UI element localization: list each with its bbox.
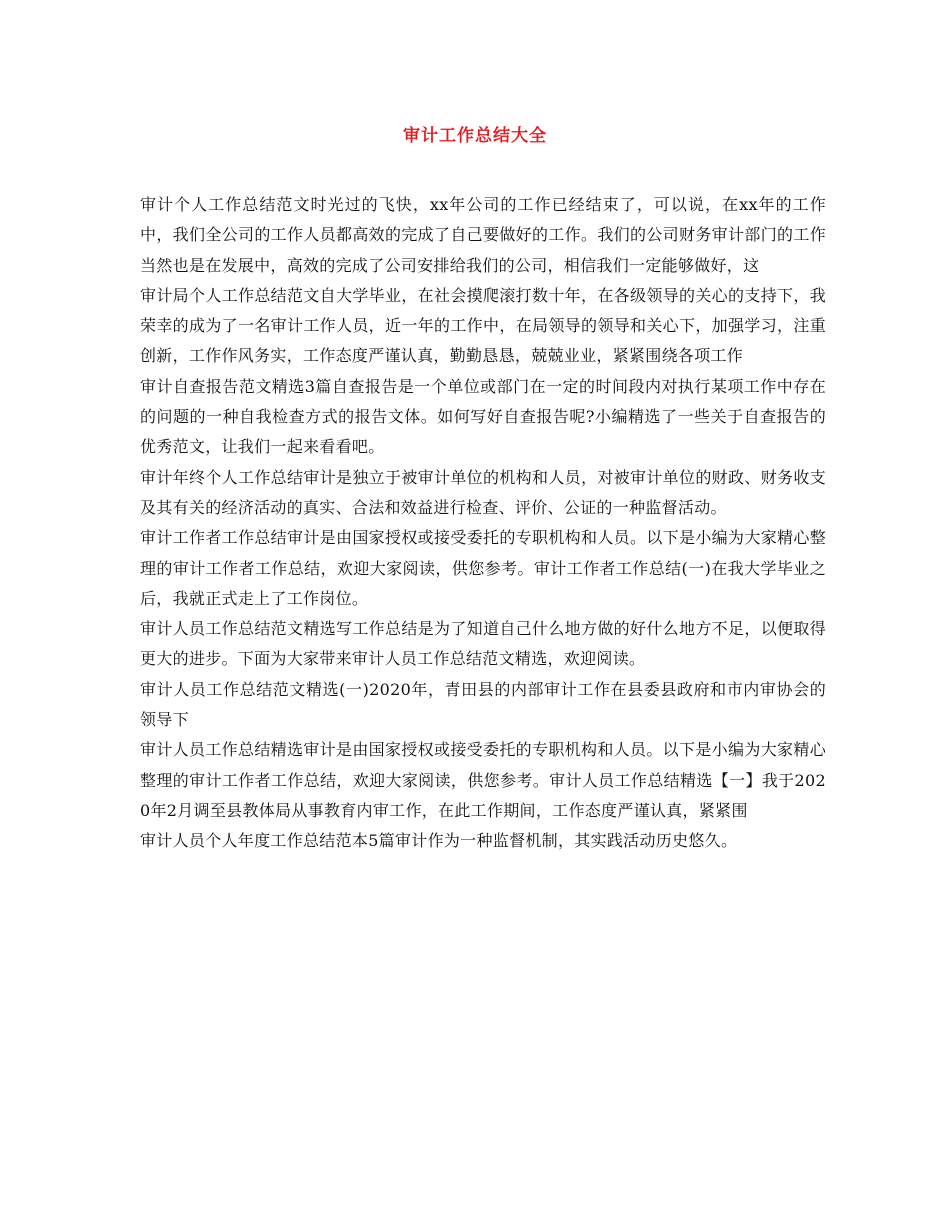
document-body: [140, 190, 826, 857]
paragraph: 审计局个人工作总结范文自大学毕业，在社会摸爬滚打数十年，在各级领导的关心的支持下，我荣幸的成为了一名审计工作人员，近一年的工作中，在局领导的领导和关心下，加强学习，注重创新，工作作风务实，工作态度严谨认真，勤勤恳恳，兢兢业业，紧紧围绕各项工作: [140, 285, 826, 366]
paragraph: 审计个人工作总结范文时光过的飞快，xx年公司的工作已经结束了，可以说，在xx年的工作中，我们全公司的工作人员都高效的完成了自己要做好的工作。我们的公司财务审计部门的工作当然也是在发展中，高效的完成了公司安排给我们的公司，相信我们一定能够做好，这: [140, 195, 826, 275]
paragraph: 审计人员工作总结范文精选写工作总结是为了知道自己什么地方做的好什么地方不足，以便取得更大的进步。下面为大家带来审计人员工作总结范文精选，欢迎阅读。: [140, 619, 826, 669]
paragraph: 审计工作者工作总结审计是由国家授权或接受委托的专职机构和人员。以下是小编为大家精心整理的审计工作者工作总结，欢迎大家阅读，供您参考。审计工作者工作总结(一)在我大学毕业之后，我就正式走上了工作岗位。: [140, 528, 826, 608]
paragraph: 审计人员工作总结范文精选(一)2020年，青田县的内部审计工作在县委县政府和市内审协会的领导下: [140, 679, 826, 730]
paragraph: 审计自查报告范文精选3篇自查报告是一个单位或部门在一定的时间段内对执行某项工作中存在的问题的一种自我检查方式的报告文体。如何写好自查报告呢?小编精选了一些关于自查报告的优秀范文，让我们一起来看看吧。: [140, 376, 826, 457]
paragraph: 审计人员个人年度工作总结范本5篇审计作为一种监督机制，其实践活动历史悠久。: [140, 831, 738, 851]
document-title: 审计工作总结大全: [403, 126, 547, 146]
paragraph: 审计人员工作总结精选审计是由国家授权或接受委托的专职机构和人员。以下是小编为大家精心整理的审计工作者工作总结，欢迎大家阅读，供您参考。审计人员工作总结精选【一】我于2020年2月调至县教体局从事教育内审工作，在此工作期间，工作态度严谨认真，紧紧围: [140, 740, 826, 820]
paragraph: 审计年终个人工作总结审计是独立于被审计单位的机构和人员，对被审计单位的财政、财务收支及其有关的经济活动的真实、合法和效益进行检查、评价、公证的一种监督活动。: [140, 467, 826, 517]
